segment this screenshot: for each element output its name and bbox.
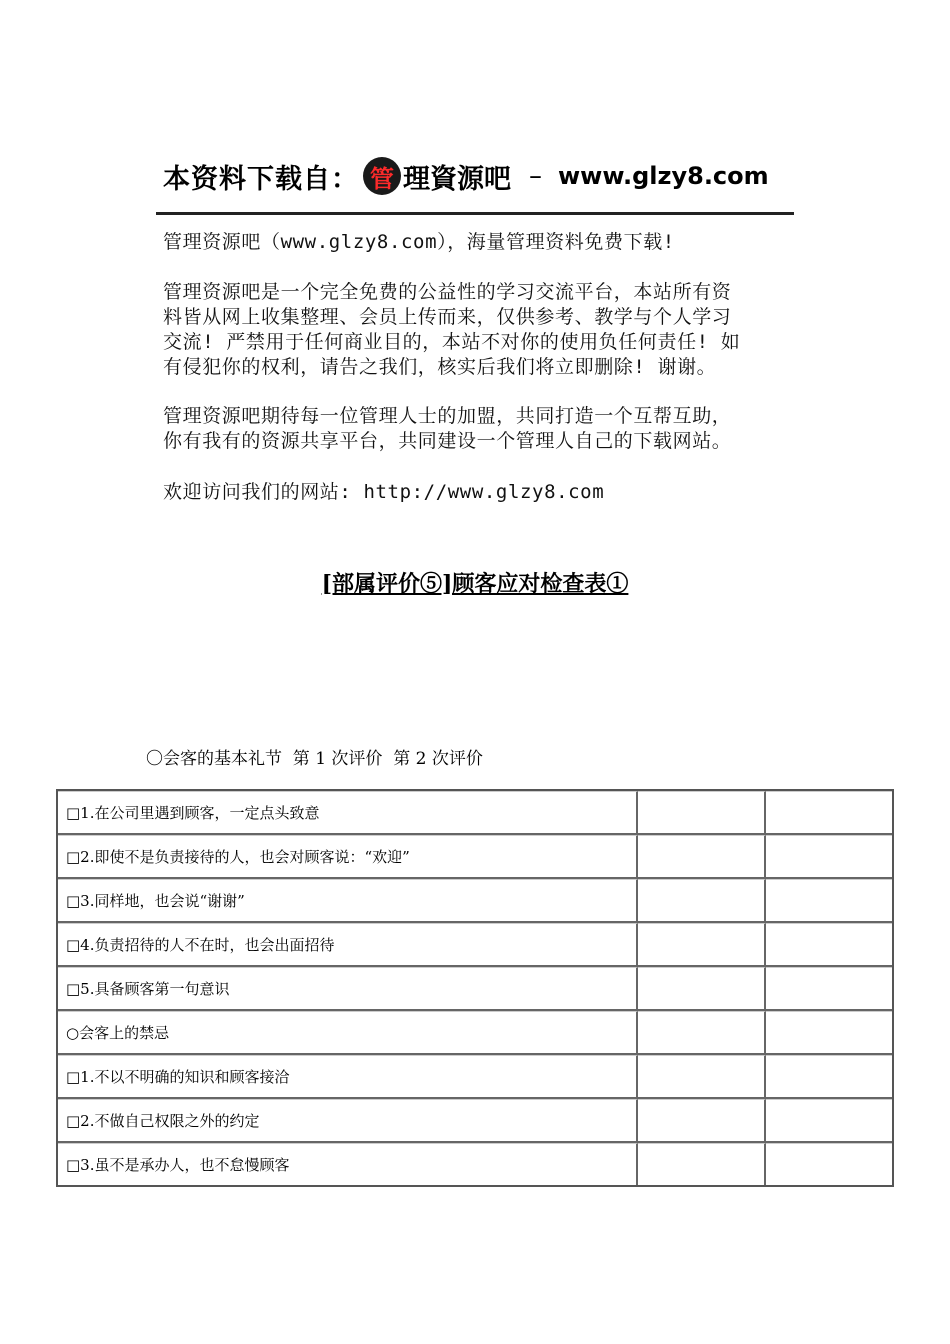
banner-divider (156, 212, 794, 215)
intro-line: 管理资源吧（www.glzy8.com），海量管理资料免费下载! (163, 231, 675, 253)
second-eval-cell[interactable] (766, 1055, 892, 1099)
first-eval-cell[interactable] (638, 967, 766, 1011)
item-label: □1.在公司里遇到顾客，一定点头致意 (58, 791, 638, 835)
second-eval-cell[interactable] (766, 967, 892, 1011)
first-eval-cell[interactable] (638, 1055, 766, 1099)
table-row (58, 1055, 892, 1099)
second-eval-cell[interactable] (766, 879, 892, 923)
first-eval-cell[interactable] (638, 791, 766, 835)
second-eval-cell[interactable] (766, 923, 892, 967)
first-eval-cell[interactable] (638, 1143, 766, 1185)
second-eval-cell[interactable] (766, 1011, 892, 1055)
first-eval-cell[interactable] (638, 1011, 766, 1055)
section-label: ○会客上的禁忌 (58, 1011, 638, 1055)
intro-line: 料皆从网上收集整理、会员上传而来，仅供参考、教学与个人学习 (163, 306, 732, 328)
table-row (58, 879, 892, 923)
intro-line: 你有我有的资源共享平台，共同建设一个管理人自己的下载网站。 (163, 430, 732, 452)
second-eval-cell[interactable] (766, 791, 892, 835)
checklist-table (56, 789, 894, 1187)
intro-paragraph-4 (163, 480, 793, 505)
intro-paragraph-1 (163, 230, 793, 255)
first-eval-cell[interactable] (638, 879, 766, 923)
table-row (58, 967, 892, 1011)
site-logo-icon: 管 (363, 157, 401, 195)
table-row (58, 791, 892, 835)
table-row (58, 1011, 892, 1055)
banner-site-link[interactable]: www.glzy8.com (558, 162, 769, 190)
second-eval-cell[interactable] (766, 1143, 892, 1185)
item-label: □4.负责招待的人不在时，也会出面招待 (58, 923, 638, 967)
section-header: 〇会客的基本礼节 第 1 次评价 第 2 次评价 (146, 749, 483, 769)
item-label: □2.即使不是负责接待的人，也会对顾客说：“欢迎” (58, 835, 638, 879)
source-banner (157, 150, 793, 202)
first-eval-cell[interactable] (638, 923, 766, 967)
table-row (58, 1143, 892, 1185)
banner-prefix: 本资料下载自： (163, 163, 359, 195)
first-eval-cell[interactable] (638, 1099, 766, 1143)
first-eval-cell[interactable] (638, 835, 766, 879)
document-title: [部属评价⑤]顾客应对检查表① (321, 571, 629, 597)
intro-paragraph-2 (163, 280, 793, 380)
table-row (58, 835, 892, 879)
banner-dash: – (529, 161, 542, 191)
second-eval-cell[interactable] (766, 1099, 892, 1143)
intro-line: 管理资源吧是一个完全免费的公益性的学习交流平台，本站所有资 (163, 281, 732, 303)
item-label: □3.虽不是承办人，也不怠慢顾客 (58, 1143, 638, 1185)
intro-paragraph-3 (163, 404, 793, 454)
intro-line: 管理资源吧期待每一位管理人士的加盟，共同打造一个互帮互助， (163, 405, 732, 427)
table-row (58, 1099, 892, 1143)
item-label: □5.具备顾客第一句意识 (58, 967, 638, 1011)
banner-brand: 理資源吧 (403, 163, 511, 195)
second-eval-cell[interactable] (766, 835, 892, 879)
table-row (58, 923, 892, 967)
intro-line: 有侵犯你的权利，请告之我们，核实后我们将立即删除! 谢谢。 (163, 356, 717, 378)
item-label: □3.同样地，也会说“谢谢” (58, 879, 638, 923)
item-label: □1.不以不明确的知识和顾客接洽 (58, 1055, 638, 1099)
intro-website-line[interactable]: 欢迎访问我们的网站: http://www.glzy8.com (163, 481, 605, 503)
intro-line: 交流! 严禁用于任何商业目的，本站不对你的使用负任何责任! 如 (163, 331, 741, 353)
item-label: □2.不做自己权限之外的约定 (58, 1099, 638, 1143)
